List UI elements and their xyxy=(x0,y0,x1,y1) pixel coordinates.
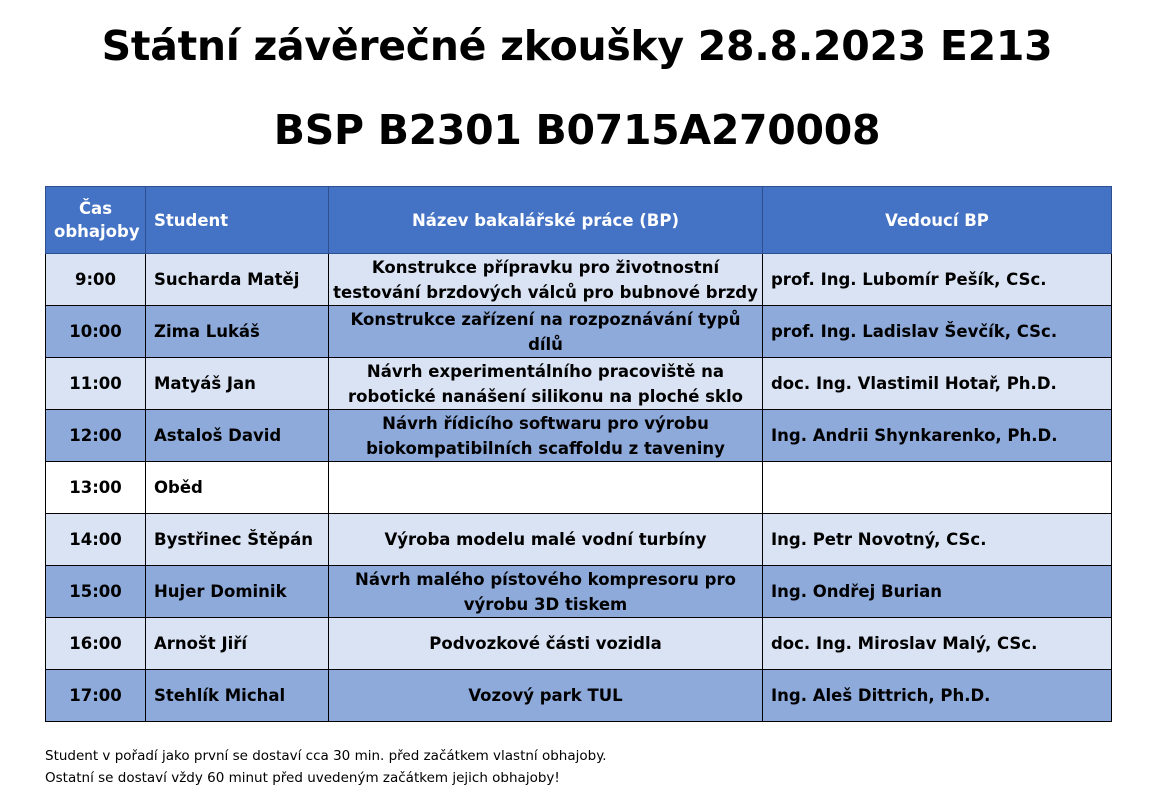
cell-student: Zima Lukáš xyxy=(146,306,329,358)
cell-supervisor: Ing. Andrii Shynkarenko, Ph.D. xyxy=(763,410,1112,462)
cell-thesis: Návrh malého pístového kompresoru pro výrobu 3D tiskem xyxy=(329,566,763,618)
cell-student: Arnošt Jiří xyxy=(146,618,329,670)
cell-supervisor: prof. Ing. Lubomír Pešík, CSc. xyxy=(763,254,1112,306)
cell-time: 17:00 xyxy=(46,670,146,722)
cell-supervisor: doc. Ing. Vlastimil Hotař, Ph.D. xyxy=(763,358,1112,410)
table-row xyxy=(46,618,1112,670)
notes xyxy=(45,745,607,789)
header-time: Čas obhajoby xyxy=(46,187,146,254)
cell-supervisor: doc. Ing. Miroslav Malý, CSc. xyxy=(763,618,1112,670)
note-line-2: Ostatní se dostaví vždy 60 minut před uvedeným začátkem jejich obhajoby! xyxy=(45,770,560,786)
cell-student: Oběd xyxy=(146,462,329,514)
cell-time: 15:00 xyxy=(46,566,146,618)
table-row xyxy=(46,358,1112,410)
cell-thesis: Konstrukce zařízení na rozpoznávání typů dílů xyxy=(329,306,763,358)
cell-student: Astaloš David xyxy=(146,410,329,462)
cell-time: 11:00 xyxy=(46,358,146,410)
table-row xyxy=(46,462,1112,514)
cell-time: 12:00 xyxy=(46,410,146,462)
cell-thesis: Podvozkové části vozidla xyxy=(329,618,763,670)
cell-thesis: Návrh řídicího softwaru pro výrobu biokompatibilních scaffoldu z taveniny xyxy=(329,410,763,462)
cell-supervisor: prof. Ing. Ladislav Ševčík, CSc. xyxy=(763,306,1112,358)
schedule-table xyxy=(45,186,1112,722)
header-supervisor: Vedoucí BP xyxy=(763,187,1112,254)
cell-supervisor: Ing. Aleš Dittrich, Ph.D. xyxy=(763,670,1112,722)
header-thesis: Název bakalářské práce (BP) xyxy=(329,187,763,254)
table-row xyxy=(46,670,1112,722)
cell-thesis: Konstrukce přípravku pro životnostní testování brzdových válců pro bubnové brzdy xyxy=(329,254,763,306)
cell-thesis: Návrh experimentálního pracoviště na robotické nanášení silikonu na ploché sklo xyxy=(329,358,763,410)
table-row xyxy=(46,254,1112,306)
note-line-1: Student v pořadí jako první se dostaví cca 30 min. před začátkem vlastní obhajoby. xyxy=(45,748,607,764)
table-row xyxy=(46,514,1112,566)
cell-time: 16:00 xyxy=(46,618,146,670)
cell-thesis xyxy=(329,462,763,514)
cell-student: Sucharda Matěj xyxy=(146,254,329,306)
cell-student: Hujer Dominik xyxy=(146,566,329,618)
cell-time: 10:00 xyxy=(46,306,146,358)
table-header-row xyxy=(46,187,1112,254)
cell-supervisor: Ing. Ondřej Burian xyxy=(763,566,1112,618)
table-row xyxy=(46,306,1112,358)
cell-supervisor: Ing. Petr Novotný, CSc. xyxy=(763,514,1112,566)
cell-thesis: Výroba modelu malé vodní turbíny xyxy=(329,514,763,566)
cell-time: 13:00 xyxy=(46,462,146,514)
cell-student: Matyáš Jan xyxy=(146,358,329,410)
table-row xyxy=(46,566,1112,618)
header-student: Student xyxy=(146,187,329,254)
cell-time: 9:00 xyxy=(46,254,146,306)
table-body xyxy=(46,254,1112,722)
cell-student: Bystřinec Štěpán xyxy=(146,514,329,566)
cell-thesis: Vozový park TUL xyxy=(329,670,763,722)
cell-student: Stehlík Michal xyxy=(146,670,329,722)
page-title: Státní závěrečné zkoušky 28.8.2023 E213 xyxy=(101,22,1053,70)
table-row xyxy=(46,410,1112,462)
page-subtitle: BSP B2301 B0715A270008 xyxy=(273,106,881,154)
cell-supervisor xyxy=(763,462,1112,514)
cell-time: 14:00 xyxy=(46,514,146,566)
